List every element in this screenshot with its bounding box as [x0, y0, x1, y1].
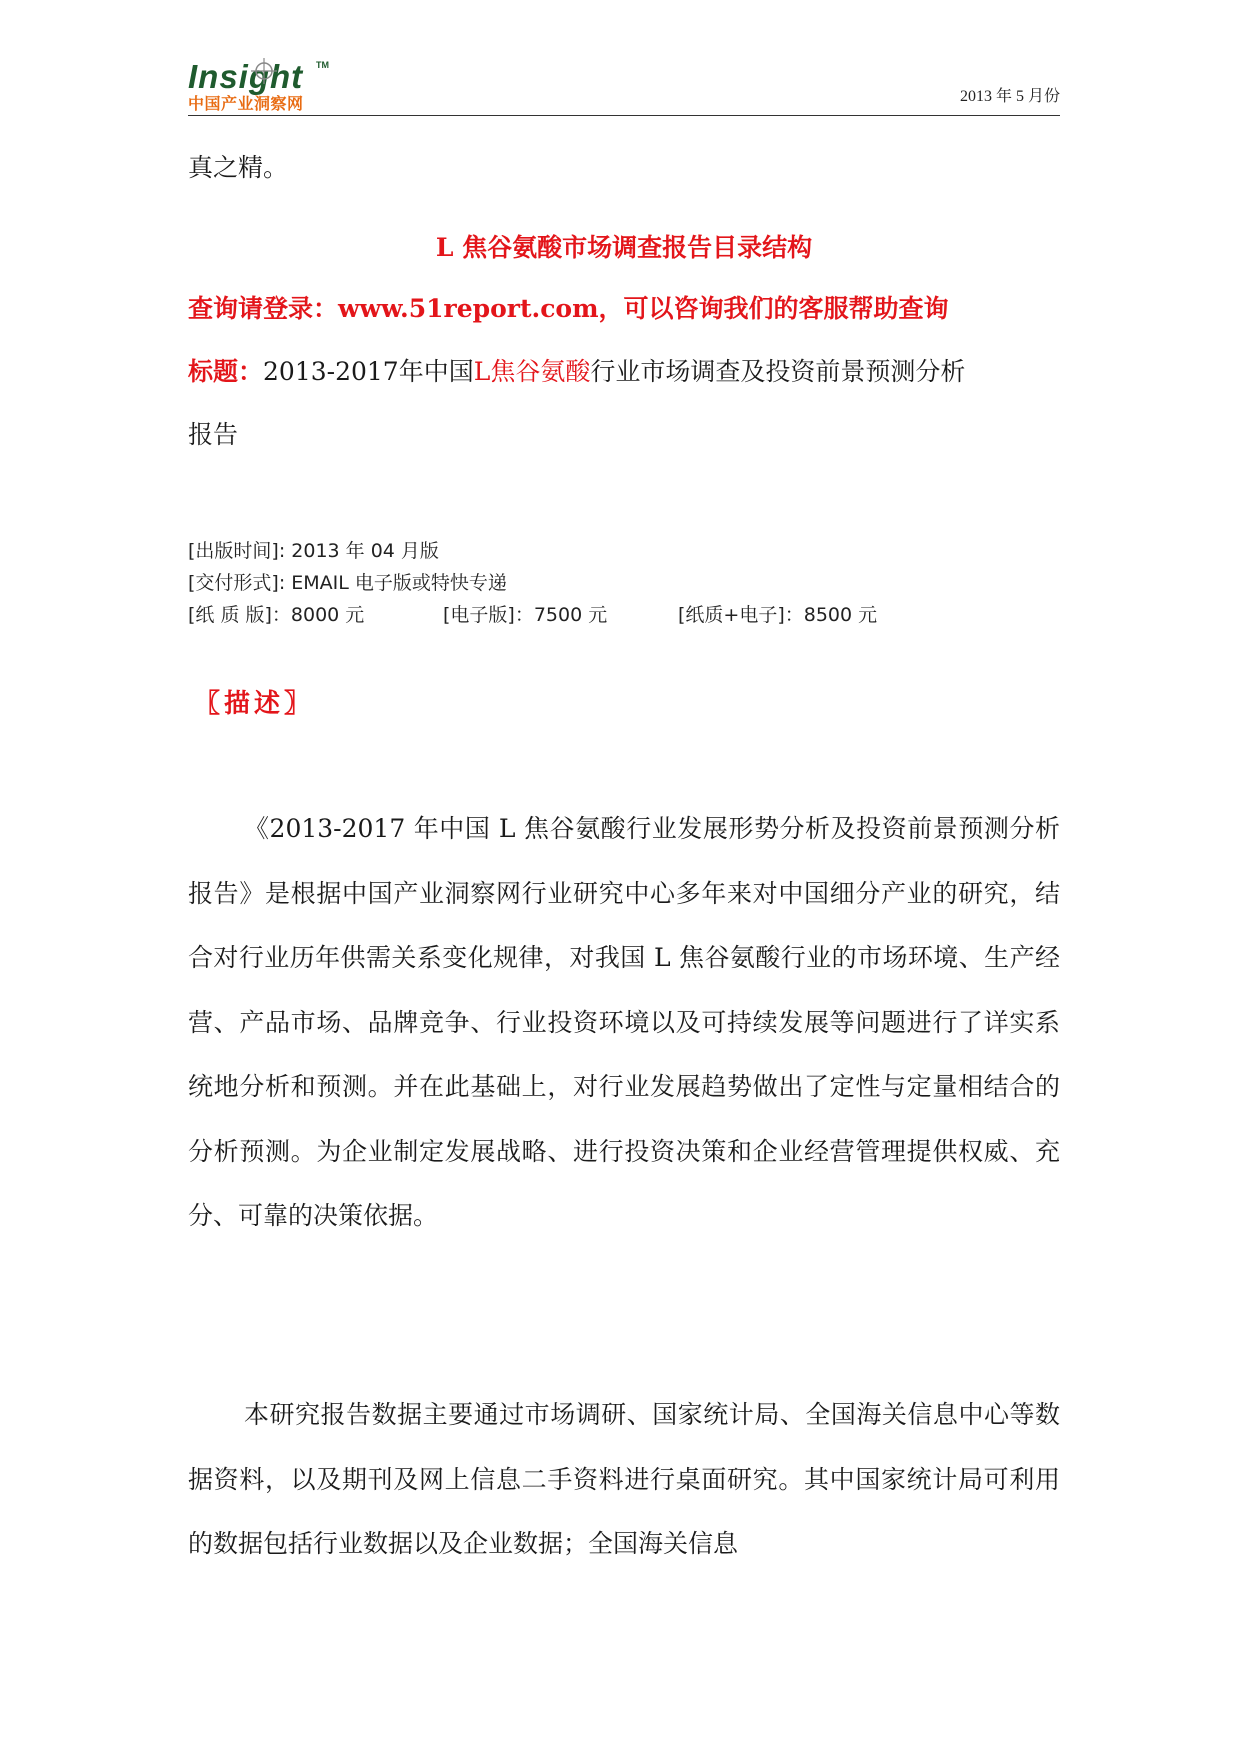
- description-paragraph-2: 本研究报告数据主要通过市场调研、国家统计局、全国海关信息中心等数据资料，以及期刊及网上信息二手资料进行桌面研究。其中国家统计局可利用的数据包括行业数据以及企业数据；全国海关信息: [188, 1400, 1060, 1558]
- query-line: 查询请登录：www.51report.com，可以咨询我们的客服帮助查询: [188, 294, 949, 323]
- insight-logo: [188, 58, 348, 113]
- report-title-line2: 报告: [188, 420, 239, 449]
- publish-time: [出版时间]: 2013 年 04 月版: [188, 540, 439, 562]
- report-title-prefix: 2013-2017年中国: [263, 357, 474, 386]
- electronic-price: [电子版]：7500 元: [443, 604, 608, 626]
- report-title-suffix: 行业市场调查及投资前景预测分析: [590, 357, 966, 386]
- description-paragraph-1: 《2013-2017 年中国 L 焦谷氨酸行业发展形势分析及投资前景预测分析报告》是根据中国产业洞察网行业研究中心多年来对中国细分产业的研究，结合对行业历年供需关系变化规律，对我国 L 焦谷氨酸行业的市场环境、生产经营、产品市场、品牌竞争、行业投资环境以及可持续发展等问题进行了详实系统地分析和预测。并在此基础上，对行业发展趋势做出了定性与定量相结合的分析预测。为企业制定发展战略、进行投资决策和企业经营管理提供权威、充分、可靠的决策依据。: [188, 814, 1060, 1230]
- logo-wordmark: Insight: [188, 58, 304, 95]
- price-row: [188, 602, 877, 628]
- continuation-text: 真之精。: [188, 153, 289, 182]
- report-title-product: L焦谷氨酸: [473, 357, 591, 386]
- combo-price: [纸质+电子]：8500 元: [678, 604, 878, 626]
- delivery-format: [交付形式]: EMAIL 电子版或特快专递: [188, 572, 507, 594]
- page-header: [188, 50, 1060, 116]
- main-title: L 焦谷氨酸市场调查报告目录结构: [435, 233, 813, 262]
- description-heading: 〖描述〗: [194, 689, 315, 719]
- report-title-label: 标题：: [188, 357, 264, 386]
- logo-chinese-name: 中国产业洞察网: [188, 94, 304, 113]
- logo-trademark: TM: [316, 60, 329, 70]
- header-date: 2013 年 5 月份: [959, 88, 1060, 105]
- report-title-line1: [188, 356, 965, 388]
- paper-price: [纸 质 版]：8000 元: [188, 604, 365, 626]
- crosshair-icon: [251, 58, 277, 84]
